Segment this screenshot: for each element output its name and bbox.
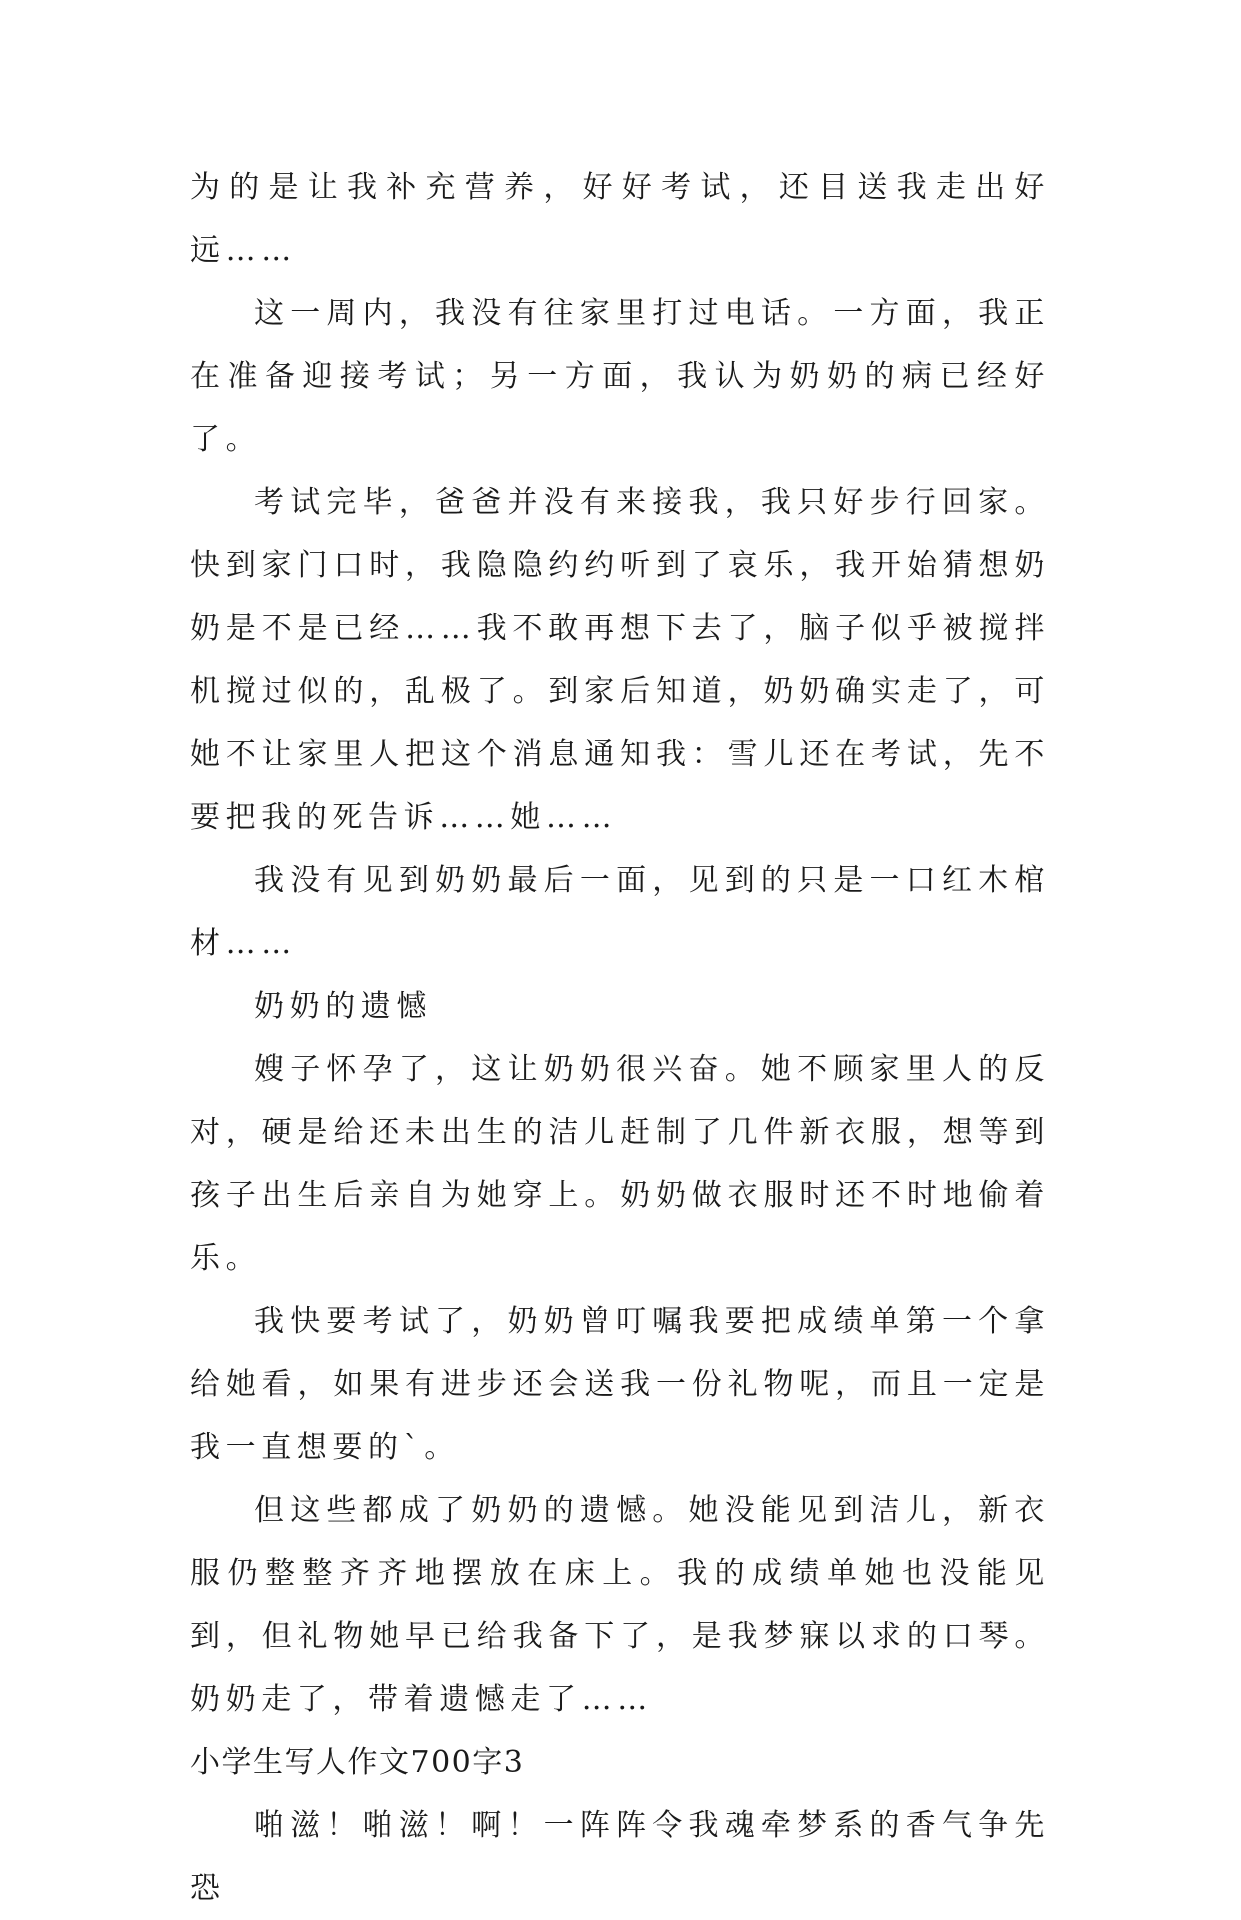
section-subtitle: 奶奶的遗憾: [254, 989, 432, 1024]
paragraph: 这一周内，我没有往家里打过电话。一方面，我正在准备迎接考试；另一方面，我认为奶奶的病已经好了。: [190, 296, 1050, 457]
paragraph: 我没有见到奶奶最后一面，见到的只是一口红木棺材……: [190, 863, 1050, 961]
paragraph: 但这些都成了奶奶的遗憾。她没能见到洁儿，新衣服仍整整齐齐地摆放在床上。我的成绩单她也没能见到，但礼物她早已给我备下了，是我梦寐以求的口琴。奶奶走了，带着遗憾走了……: [190, 1493, 1050, 1717]
paragraph: 考试完毕，爸爸并没有来接我，我只好步行回家。快到家门口时，我隐隐约约听到了哀乐，我开始猜想奶奶是不是已经……我不敢再想下去了，脑子似乎被搅拌机搅过似的，乱极了。到家后知道，奶奶确实走了，可她不让家里人把这个消息通知我：雪儿还在考试，先不要把我的死告诉……她……: [190, 485, 1050, 835]
essay-heading: 小学生写人作文700字3: [190, 1745, 525, 1780]
paragraph: 嫂子怀孕了，这让奶奶很兴奋。她不顾家里人的反对，硬是给还未出生的洁儿赶制了几件新衣服，想等到孩子出生后亲自为她穿上。奶奶做衣服时还不时地偷着乐。: [190, 1052, 1050, 1276]
paragraph-continuation: 为的是让我补充营养，好好考试，还目送我走出好远……: [190, 170, 1050, 268]
essay-body: [190, 156, 1050, 1920]
paragraph: 啪滋！啪滋！啊！一阵阵令我魂牵梦系的香气争先恐: [190, 1808, 1050, 1906]
paragraph: 我快要考试了，奶奶曾叮嘱我要把成绩单第一个拿给她看，如果有进步还会送我一份礼物呢，而且一定是我一直想要的`。: [190, 1304, 1050, 1465]
